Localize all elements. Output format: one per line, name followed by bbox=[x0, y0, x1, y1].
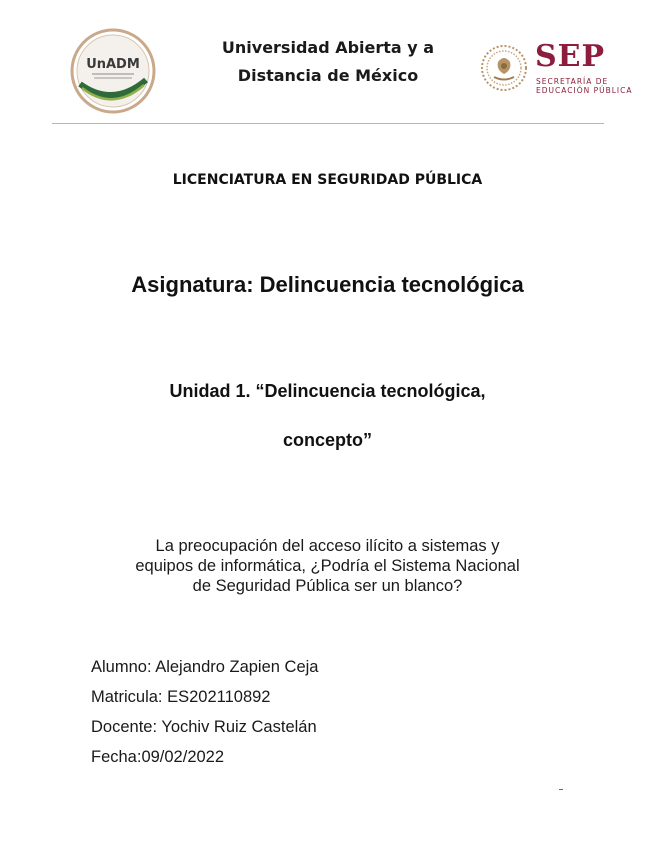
assignment-topic bbox=[90, 536, 565, 596]
sep-wordmark: SEP bbox=[535, 39, 606, 74]
submission-date: Fecha:09/02/2022 bbox=[91, 748, 225, 766]
assignment-topic-line: equipos de informática, ¿Podría el Sistema Nacional bbox=[135, 557, 520, 575]
assignment-topic-line: La preocupación del acceso ilícito a sistemas y bbox=[155, 537, 500, 555]
university-name-line2: Distancia de México bbox=[237, 66, 419, 85]
page-mark bbox=[559, 789, 563, 790]
sep-subtitle: SECRETARÍA DE EDUCACIÓN PÚBLICA bbox=[536, 77, 633, 95]
student-matricula: Matricula: ES202110892 bbox=[91, 688, 271, 706]
unit-title-line2: concepto” bbox=[282, 430, 372, 450]
unit-title-line1: Unidad 1. “Delincuencia tecnológica, bbox=[169, 381, 486, 401]
student-info bbox=[91, 652, 318, 772]
university-name bbox=[190, 34, 466, 90]
subject-title: Asignatura: Delincuencia tecnológica bbox=[131, 272, 524, 297]
header-divider bbox=[52, 123, 604, 124]
assignment-topic-line: de Seguridad Pública ser un blanco? bbox=[192, 577, 463, 595]
student-name: Alumno: Alejandro Zapien Ceja bbox=[91, 658, 319, 676]
unadm-logo bbox=[70, 28, 156, 114]
mexico-coat-of-arms-icon bbox=[480, 44, 528, 92]
teacher-name: Docente: Yochiv Ruiz Castelán bbox=[91, 718, 317, 736]
degree-title: LICENCIATURA EN SEGURIDAD PÚBLICA bbox=[172, 172, 483, 188]
university-name-line1: Universidad Abierta y a bbox=[221, 38, 435, 57]
sep-logo bbox=[535, 40, 645, 100]
unadm-logo-text: UnADM bbox=[86, 57, 140, 72]
